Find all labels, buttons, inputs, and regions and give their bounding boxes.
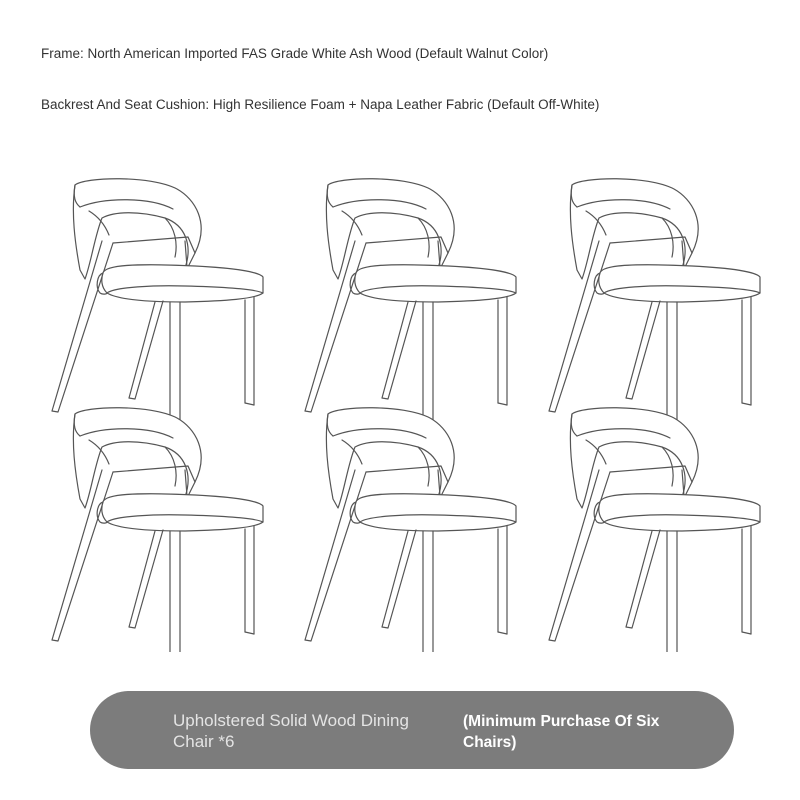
cushion-spec-text: Backrest And Seat Cushion: High Resilience Foam + Napa Leather Fabric (Default Off-White) bbox=[41, 97, 600, 112]
frame-spec-text: Frame: North American Imported FAS Grade White Ash Wood (Default Walnut Color) bbox=[41, 46, 549, 61]
chair-illustration bbox=[45, 402, 275, 652]
chair-illustration bbox=[542, 402, 772, 652]
chair-line-drawing bbox=[542, 173, 772, 423]
product-title: Upholstered Solid Wood Dining Chair *6 bbox=[173, 711, 409, 751]
chair-line-drawing bbox=[298, 173, 528, 423]
chair-illustration bbox=[298, 173, 528, 423]
chair-line-drawing bbox=[298, 402, 528, 652]
minimum-purchase-note: (Minimum Purchase Of Six Chairs) bbox=[463, 713, 660, 751]
chair-illustration bbox=[298, 402, 528, 652]
chair-line-drawing bbox=[45, 402, 275, 652]
chair-line-drawing bbox=[45, 173, 275, 423]
chair-line-drawing bbox=[542, 402, 772, 652]
chair-illustration bbox=[542, 173, 772, 423]
chair-illustration bbox=[45, 173, 275, 423]
product-banner bbox=[90, 691, 734, 769]
chair-illustration-grid bbox=[0, 165, 800, 665]
